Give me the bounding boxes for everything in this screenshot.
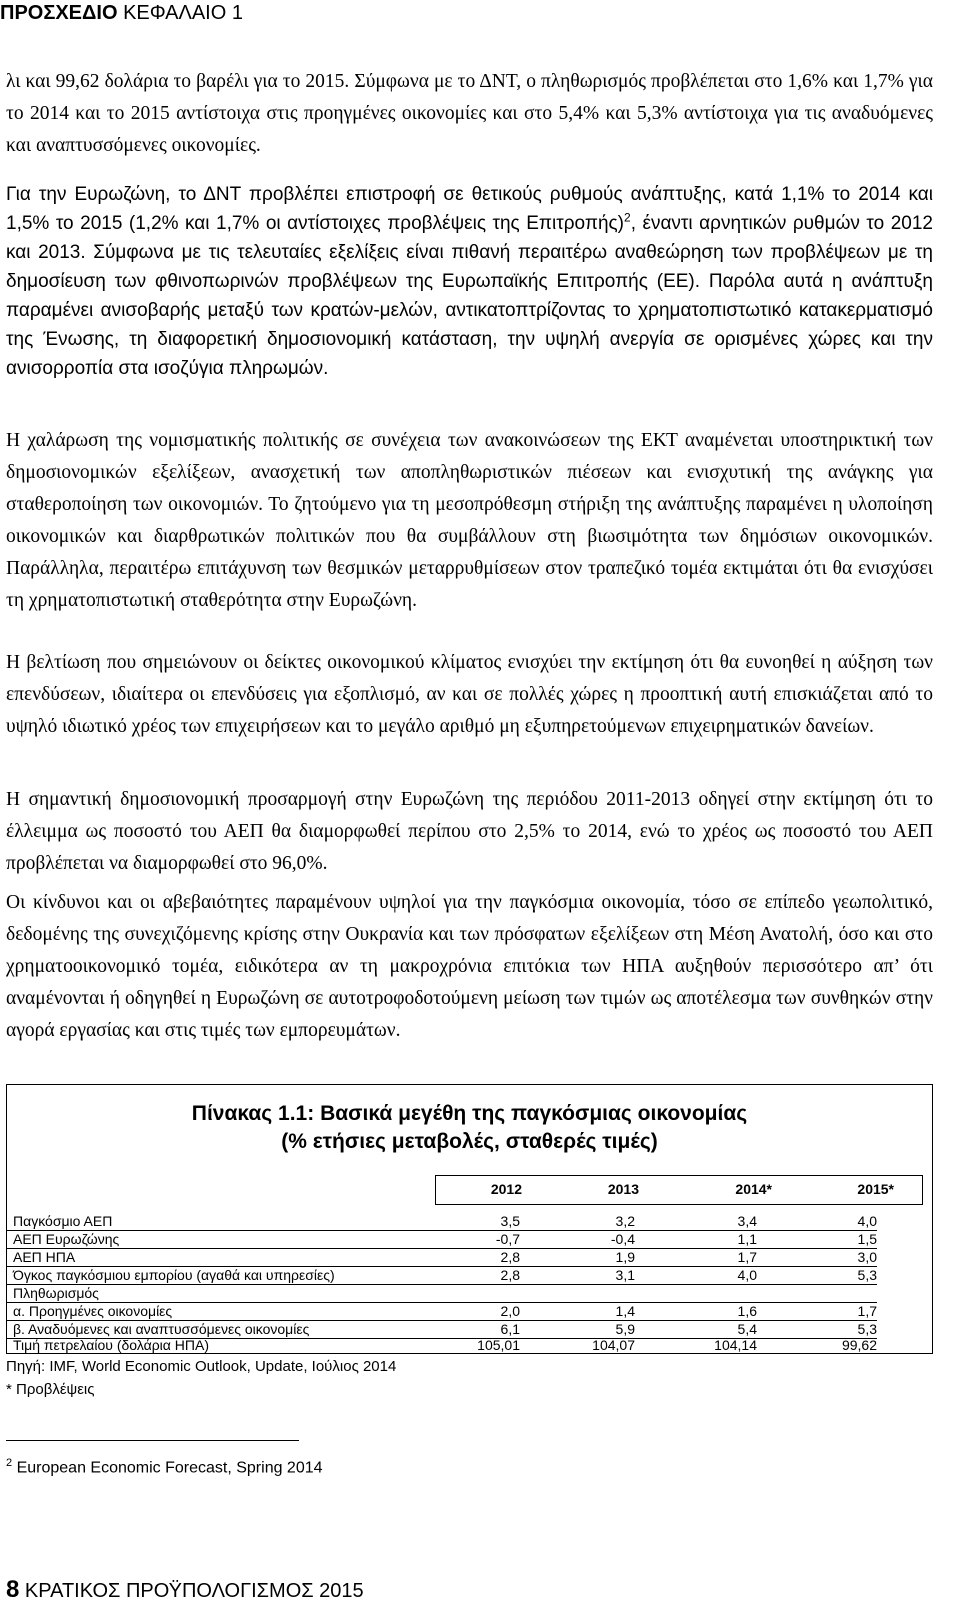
table-source: Πηγή: IMF, World Economic Outlook, Update, Ιούλιος 2014 [6,1358,397,1375]
paragraph-risks: Οι κίνδυνοι και οι αβεβαιότητες παραμένουν υψηλοί για την παγκόσμια οικονομία, τόσο σε επίπεδο γεωπολιτικό, δεδομένης της συνεχιζόμενης κρίσης στην Ουκρανία και των πρόσφατων εξελίξεων στη Μέση Ανατολή, όσο και στο χρηματοοικονομικό τομέα, ειδικότερα αν τη μακροχρόνια επιτόκια των ΗΠΑ αυξηθούν περισσότερο απ’ ότι αναμένονται ή οδηγηθεί η Ευρωζώνη σε αυτοτροφοδοτούμενη μείωση των τιμών ως αποτέλεσμα των συνθηκών στην αγορά εργασίας και στις τιμές των εμπορευμάτων. [6,892,933,1041]
table-cell: 1,7 [737,1249,757,1265]
table-row [7,1302,932,1320]
paragraph-eurozone-part1: Για την Ευρωζώνη, το ΔΝΤ προβλέπει επιστροφή σε θετικούς ρυθμούς ανάπτυξης, κατά 1,1% το 2014 και 1,5% το 2015 (1,2% και 1,7% οι αντίστοιχες προβλέψεις της Επιτροπής) [6,184,933,234]
footnote-number: 2 [6,1457,13,1469]
table-header-years [435,1175,923,1205]
page-footer-title: ΚΡΑΤΙΚΟΣ ΠΡΟΫΠΟΛΟΓΙΣΜΟΣ 2015 [19,1580,364,1602]
table-row [7,1336,932,1354]
table-cell: 4,0 [857,1213,877,1229]
table-cell: 104,07 [592,1337,635,1353]
table-cell: 3,0 [857,1249,877,1265]
table-cell: 5,9 [615,1321,635,1337]
table-row-label: ΑΕΠ ΗΠΑ [13,1249,76,1265]
table-row [7,1212,932,1230]
table-row-label: Παγκόσμιο ΑΕΠ [13,1213,113,1229]
table-header-year: 2014* [735,1181,772,1197]
page-footer [6,1576,364,1605]
table-cell: 1,4 [615,1303,635,1319]
table-cell: 1,6 [737,1303,757,1319]
table-header-year: 2013 [607,1181,639,1197]
table-row-label: Όγκος παγκόσμιου εμπορίου (αγαθά και υπηρεσίες) [13,1267,335,1283]
table-cell: -0,4 [610,1231,635,1247]
paragraph-inflation: λι και 99,62 δολάρια το βαρέλι για το 2015. Σύμφωνα με το ΔΝΤ, ο πληθωρισμός προβλέπεται στο 1,6% και 1,7% για το 2014 και το 2015 αντίστοιχα στις προηγμένες οικονομίες και στο 5,4% και 5,3% αντίστοιχα για τις αναδυόμενες και αναπτυσσόμενες οικονομίες. [6,71,933,156]
table-cell: 3,1 [615,1267,635,1283]
table-cell: 2,0 [500,1303,520,1319]
table-row [7,1248,932,1266]
table-cell: 1,9 [615,1249,635,1265]
table-subtitle: (% ετήσιες μεταβολές, σταθερές τιμές) [281,1130,658,1153]
table-cell: 1,7 [857,1303,877,1319]
table-cell: 4,0 [737,1267,757,1283]
table-row [7,1266,932,1284]
header-draft-label: ΠΡΟΣΧΕΔΙΟ [0,2,118,24]
table-world-economy [6,1084,933,1354]
paragraph-eurozone [6,180,933,383]
table-row-label: ΑΕΠ Ευρωζώνης [13,1231,120,1247]
table-cell: 3,2 [615,1213,635,1229]
table-cell: 6,1 [500,1321,520,1337]
table-note: * Προβλέψεις [6,1381,95,1398]
table-cell: 2,8 [500,1267,520,1283]
footnote-ref: 2 [624,210,631,225]
table-cell: -0,7 [495,1231,520,1247]
table-cell: 3,4 [737,1213,757,1229]
page-number: 8 [6,1576,20,1603]
table-cell: 1,5 [857,1231,877,1247]
paragraph-eurozone-part2: , έναντι αρνητικών ρυθμών το 2012 και 2013. Σύμφωνα με τις τελευταίες εξελίξεις είναι πιθανή περαιτέρω αναθεώρηση των προβλέψεων με τη δημοσίευση των φθινοπωρινών προβλέψεων της Ευρωπαϊκής Επιτροπής (ΕΕ). Παρόλα αυτά η ανάπτυξη παραμένει ανισοβαρής μεταξύ των κρατών-μελών, αντικατοπτρίζοντας το χρηματοπιστωτικό κατακερματισμό της Ένωσης, τη διαφορετική δημοσιονομική κατάσταση, την υψηλή ανεργία σε ορισμένες χώρες και την ανισορροπία στα ισοζύγια πληρωμών. [6,213,933,379]
running-header [0,0,243,26]
table-row-label: α. Προηγμένες οικονομίες [13,1303,173,1319]
table-row [7,1284,932,1302]
footnote [6,1452,323,1479]
table-row-label: β. Αναδυόμενες και αναπτυσσόμενες οικονομίες [13,1321,310,1337]
table-cell: 2,8 [500,1249,520,1265]
table-row-label: Πληθωρισμός [13,1285,99,1301]
table-cell: 5,4 [737,1321,757,1337]
table-row [7,1230,932,1248]
table-cell: 5,3 [857,1267,877,1283]
paragraph-monetary-policy: Η χαλάρωση της νομισματικής πολιτικής σε συνέχεια των ανακοινώσεων της ΕΚΤ αναμένεται υποστηρικτική των δημοσιονομικών εξελίξεων, ανασχετική των αποπληθωριστικών πιέσεων και ενισχυτική της ανάγκης για σταθεροποίηση των οικονομιών. Το ζητούμενο για τη μεσοπρόθεσμη στήριξη της ανάπτυξης παραμένει η υλοποίηση οικονομικών και διαρθρωτικών πολιτικών που θα συμβάλλουν στη βιωσιμότητα των δημόσιων οικονομικών. Παράλληλα, περαιτέρω επιτάχυνση των θεσμικών μεταρρυθμίσεων στον τραπεζικό τομέα εκτιμάται ότι θα ενισχύσει τη χρηματοπιστωτική σταθερότητα στην Ευρωζώνη. [6,430,933,611]
table-cell: 104,14 [714,1337,757,1353]
footnote-text: European Economic Forecast, Spring 2014 [12,1459,323,1477]
table-cell: 5,3 [857,1321,877,1337]
paragraph-investment: Η βελτίωση που σημειώνουν οι δείκτες οικονομικού κλίματος ενισχύει την εκτίμηση ότι θα ευνοηθεί η αύξηση των επενδύσεων, ιδιαίτερα οι επενδύσεις για εξοπλισμό, αν και σε πολλές χώρες η προοπτική αυτή επισκιάζεται από το υψηλό ιδιωτικό χρέος των επιχειρήσεων και το μεγάλο αριθμό μη εξυπηρετούμενων επιχειρηματικών δανείων. [6,652,933,737]
table-cell: 99,62 [841,1337,877,1353]
table-title: Πίνακας 1.1: Βασικά μεγέθη της παγκόσμιας οικονομίας [191,1102,748,1125]
table-header-year: 2012 [490,1181,522,1197]
paragraph-fiscal: Η σημαντική δημοσιονομική προσαρμογή στην Ευρωζώνη της περιόδου 2011-2013 οδηγεί στην εκτίμηση ότι το έλλειμμα ως ποσοστό του ΑΕΠ θα διαμορφωθεί περίπου στο 2,5% το 2014, ενώ το χρέος ως ποσοστό του ΑΕΠ προβλέπεται να διαμορφωθεί στο 96,0%. [6,789,933,874]
footnote-divider [6,1440,299,1441]
header-chapter-label: ΚΕΦΑΛΑΙΟ 1 [117,2,243,24]
table-header-year: 2015* [857,1181,894,1197]
table-cell: 3,5 [500,1213,520,1229]
table-cell: 1,1 [737,1231,757,1247]
table-row-label: Τιμή πετρελαίου (δολάρια ΗΠΑ) [13,1337,209,1353]
table-cell: 105,01 [477,1337,520,1353]
